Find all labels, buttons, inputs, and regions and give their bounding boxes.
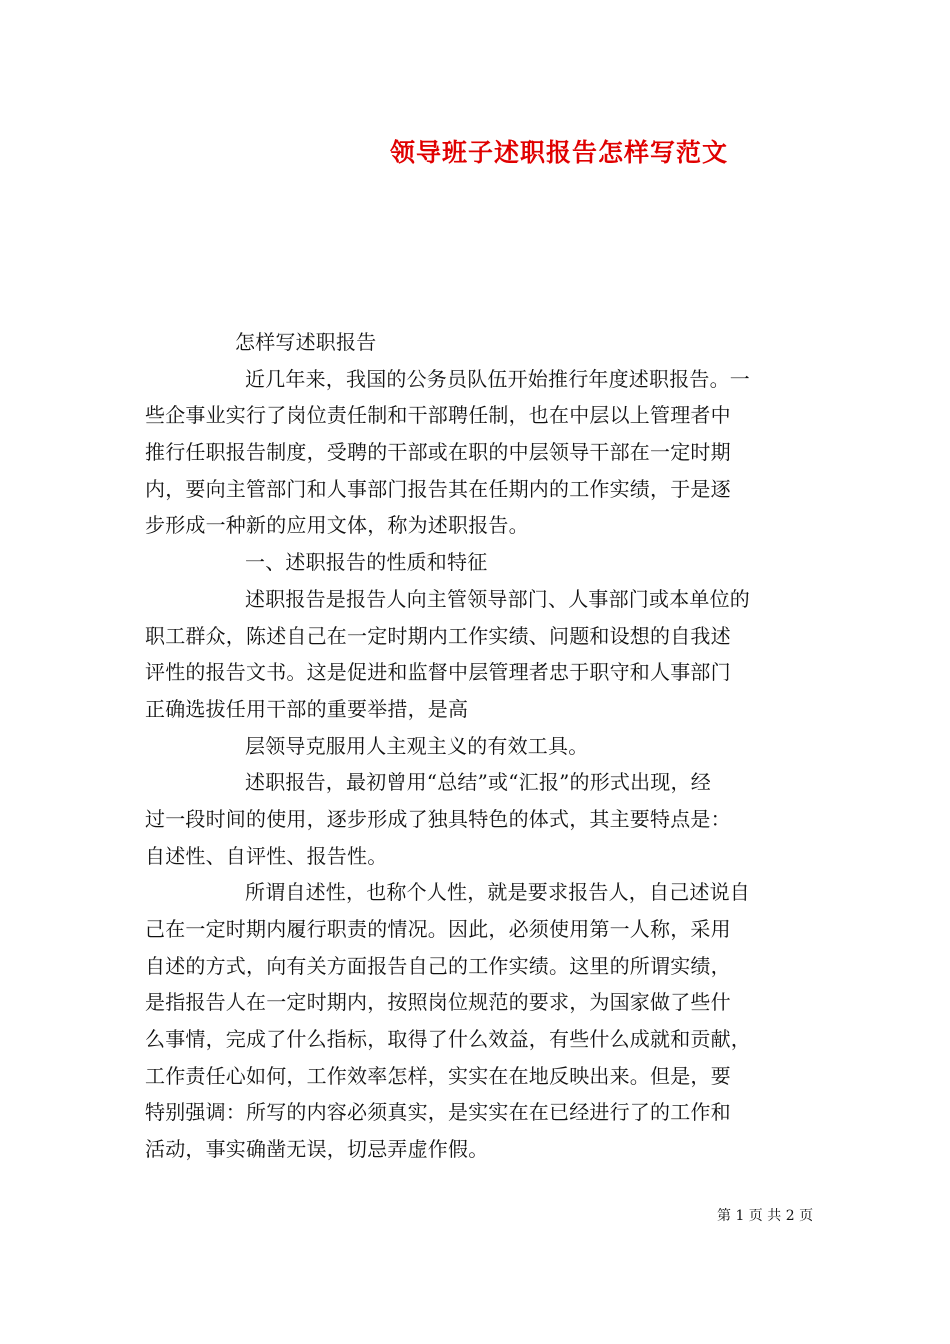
body-line: 层领导克服用人主观主义的有效工具。: [245, 733, 589, 758]
body-line: 内，要向主管部门和人事部门报告其在任期内的工作实绩，于是逐: [145, 476, 731, 501]
body-line: 些企事业实行了岗位责任制和干部聘任制，也在中层以上管理者中: [145, 403, 731, 428]
body-line: 特别强调：所写的内容必须真实，是实实在在已经进行了的工作和: [145, 1100, 731, 1125]
body-line: 活动，事实确凿无误，切忌弄虚作假。: [145, 1137, 489, 1162]
document-body: [145, 324, 805, 1168]
document-title: 领导班子述职报告怎样写范文: [390, 138, 729, 167]
body-line: 正确选拔任用干部的重要举措，是高: [145, 696, 469, 721]
body-line: 自述性、自评性、报告性。: [145, 843, 388, 868]
body-line: 述职报告，最初曾用“总结”或“汇报”的形式出现，经: [245, 770, 711, 795]
body-line: 所谓自述性，也称个人性，就是要求报告人，自己述说自: [245, 880, 750, 905]
body-line: 工作责任心如何，工作效率怎样，实实在在地反映出来。但是，要: [145, 1063, 731, 1088]
body-line: 述职报告是报告人向主管领导部门、人事部门或本单位的: [245, 586, 750, 611]
body-line: 怎样写述职报告: [235, 330, 377, 354]
body-line: 么事情，完成了什么指标，取得了什么效益，有些什么成就和贡献，: [145, 1027, 751, 1052]
body-line: 过一段时间的使用，逐步形成了独具特色的体式，其主要特点是：: [145, 806, 731, 831]
body-line: 是指报告人在一定时期内，按照岗位规范的要求，为国家做了些什: [145, 990, 731, 1015]
body-line: 评性的报告文书。这是促进和监督中层管理者忠于职守和人事部门: [145, 660, 731, 685]
body-line: 己在一定时期内履行职责的情况。因此，必须使用第一人称，采用: [145, 917, 731, 941]
body-line: 近几年来，我国的公务员队伍开始推行年度述职报告。一: [245, 366, 750, 391]
body-line: 推行任职报告制度，受聘的干部或在职的中层领导干部在一定时期: [145, 440, 731, 465]
page-number: 第 1 页 共 2 页: [717, 1208, 814, 1224]
body-line: 一、述职报告的性质和特征: [245, 550, 488, 575]
body-line: 职工群众，陈述自己在一定时期内工作实绩、问题和设想的自我述: [145, 623, 731, 648]
body-line: 自述的方式，向有关方面报告自己的工作实绩。这里的所谓实绩，: [145, 953, 731, 978]
body-line: 步形成一种新的应用文体，称为述职报告。: [145, 513, 529, 538]
